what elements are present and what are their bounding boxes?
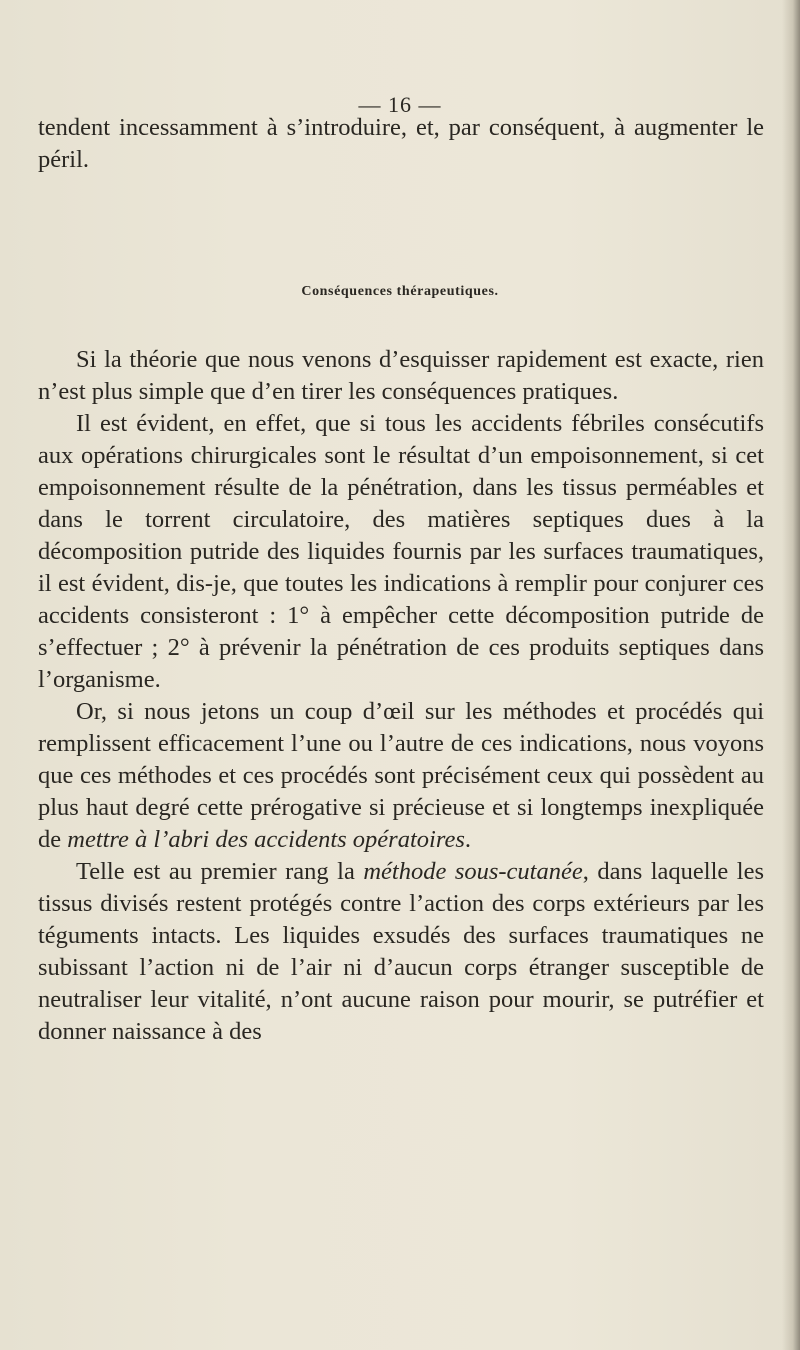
paragraph-4 xyxy=(38,856,764,1048)
page-number: — 16 — xyxy=(358,92,442,117)
section-heading: Conséquences thérapeutiques. xyxy=(301,284,499,299)
paragraph-3-text: Or, si nous jetons un coup d’œil sur les méthodes et procédés qui remplissent efficacement l’une ou l’autre de ces indications, nous voyons que ces méthodes et ces procédés sont précisément ceux qui possèdent au plus haut degré cette prérogative si précieuse et si longtemps inexpliquée de xyxy=(38,698,764,853)
paragraph-4-end: , dans laquelle les tissus divisés restent protégés contre l’action des corps extérieurs par les téguments intacts. Les liquides exsudés des surfaces traumatiques ne subissant l’action ni de l’air ni d’aucun corps étranger susceptible de neutraliser leur vitalité, n’ont aucune raison pour mourir, se putréfier et donner naissance à des xyxy=(38,858,765,1045)
paragraph-4-italic: méthode sous-cutanée xyxy=(363,858,583,885)
paragraph-2: Il est évident, en effet, que si tous les accidents fébriles consécutifs aux opérations chirurgicales sont le résultat d’un empoisonnement, si cet empoisonnement résulte de la pénétration, dans les tissus perméables et dans le torrent circulatoire, des matières septiques dues à la décomposition putride des liquides fournis par les surfaces traumatiques, il est évident, dis-je, que toutes les indications à remplir pour conjurer ces accidents consisteront : 1° à empêcher cette décomposition putride de s’effectuer ; 2° à prévenir la pénétration de ces produits septiques dans l’organisme. xyxy=(38,410,764,693)
paragraph-1: Si la théorie que nous venons d’esquisser rapidement est exacte, rien n’est plus simple que d’en tirer les conséquences pratiques. xyxy=(38,346,764,405)
body-text xyxy=(38,344,764,1048)
paragraph-4-text: Telle est au premier rang la xyxy=(76,858,364,885)
continued-paragraph: tendent incessamment à s’introduire, et, par conséquent, à augmenter le péril. xyxy=(38,114,764,173)
page-edge-shadow xyxy=(782,0,800,1350)
paragraph-3-italic: mettre à l’abri des accidents opératoires xyxy=(67,826,465,853)
paragraph-3-end: . xyxy=(464,826,471,853)
paragraph-3 xyxy=(38,696,764,856)
